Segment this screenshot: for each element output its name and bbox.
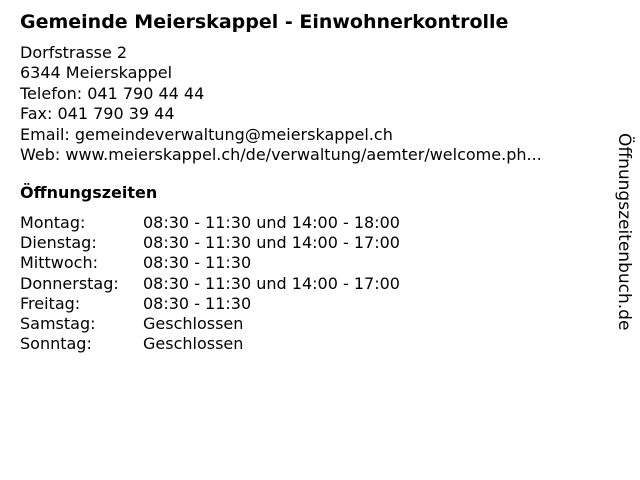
day-label: Donnerstag: — [20, 273, 119, 293]
day-hours: 08:30 - 11:30 — [143, 293, 252, 313]
day-hours: Geschlossen — [143, 334, 244, 354]
address-street: Dorfstrasse 2 — [20, 43, 128, 62]
day-hours: 08:30 - 11:30 und 14:00 - 17:00 — [143, 233, 400, 253]
day-label: Sonntag: — [20, 334, 92, 354]
day-label: Montag: — [20, 213, 86, 232]
contact-block — [20, 43, 542, 165]
brand-watermark: Öffnungszeitenbuch.de — [614, 133, 634, 331]
day-label: Samstag: — [20, 313, 96, 333]
website-url: Web: www.meierskappel.ch/de/verwaltung/aemter/welcome.ph... — [20, 144, 542, 164]
opening-hours-heading: Öffnungszeiten — [20, 183, 158, 202]
phone-number: Telefon: 041 790 44 44 — [20, 83, 205, 103]
day-hours: 08:30 - 11:30 — [143, 253, 252, 273]
day-label: Mittwoch: — [20, 253, 98, 273]
day-hours: Geschlossen — [143, 313, 244, 333]
address-city: 6344 Meierskappel — [20, 63, 173, 83]
day-hours: 08:30 - 11:30 und 14:00 - 18:00 — [143, 213, 400, 232]
fax-number: Fax: 041 790 39 44 — [20, 104, 175, 124]
day-label: Freitag: — [20, 293, 81, 313]
email-address: Email: gemeindeverwaltung@meierskappel.ch — [20, 124, 393, 144]
day-hours: 08:30 - 11:30 und 14:00 - 17:00 — [143, 273, 400, 293]
day-label: Dienstag: — [20, 233, 97, 253]
page-title: Gemeinde Meierskappel - Einwohnerkontrolle — [20, 11, 509, 33]
